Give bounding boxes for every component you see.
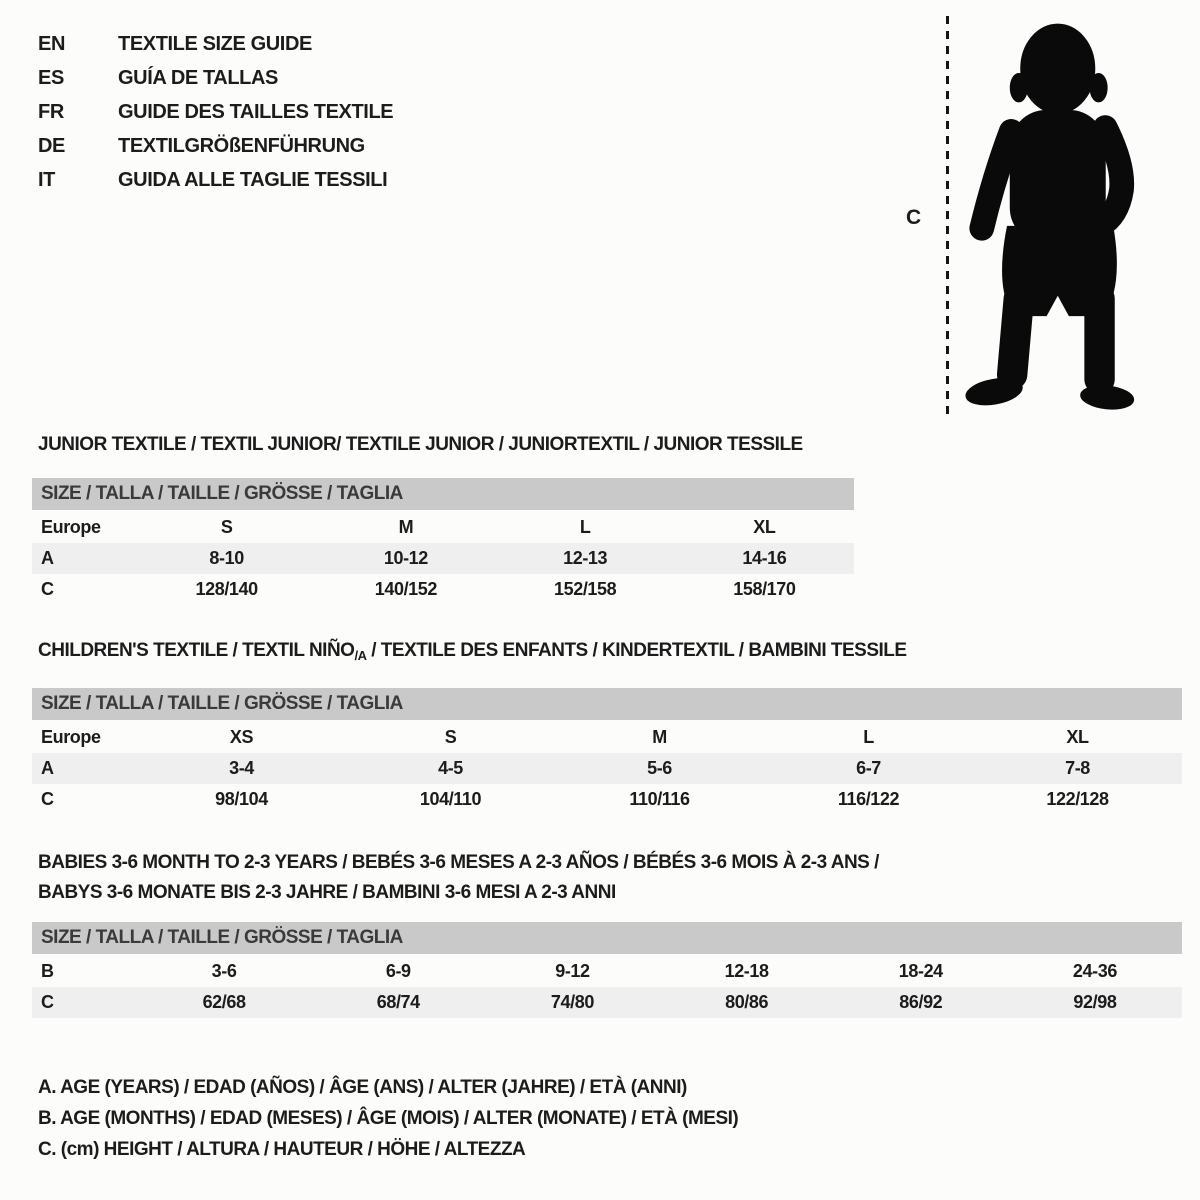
children-title-main: CHILDREN'S TEXTILE / TEXTIL NIÑO bbox=[38, 640, 355, 661]
table-cell: M bbox=[652, 727, 667, 747]
table-row-b bbox=[32, 956, 1182, 987]
table-cell: L bbox=[863, 727, 874, 747]
lang-code-fr: FR bbox=[38, 101, 64, 123]
babies-section-title bbox=[38, 848, 879, 908]
table-cell: 116/122 bbox=[837, 789, 900, 809]
table-cell: 98/104 bbox=[215, 789, 268, 809]
table-row-c bbox=[32, 987, 1182, 1018]
lang-title-de: TEXTILGRÖßENFÜHRUNG bbox=[118, 135, 365, 157]
lang-code-de: DE bbox=[38, 135, 65, 157]
table-cell: 14-16 bbox=[742, 548, 787, 568]
table-cell: 12-13 bbox=[563, 548, 608, 568]
children-section-title bbox=[38, 640, 907, 663]
table-cell: 62/68 bbox=[202, 992, 246, 1012]
language-title-list bbox=[38, 27, 393, 197]
table-size-header: SIZE / TALLA / TAILLE / GRÖSSE / TAGLIA bbox=[32, 922, 1182, 954]
lang-code-it: IT bbox=[38, 169, 55, 191]
height-dashed-line bbox=[946, 16, 949, 416]
row-label: B bbox=[41, 961, 54, 981]
table-cell: 140/152 bbox=[374, 579, 437, 599]
table-cell: 122/128 bbox=[1046, 789, 1109, 809]
row-label: Europe bbox=[41, 727, 101, 747]
table-cell: S bbox=[444, 727, 457, 747]
table-size-header: SIZE / TALLA / TAILLE / GRÖSSE / TAGLIA bbox=[32, 478, 854, 510]
table-cell: 4-5 bbox=[438, 758, 463, 778]
table-cell: 18-24 bbox=[898, 961, 943, 981]
babies-size-table bbox=[32, 922, 1182, 1018]
lang-code-en: EN bbox=[38, 33, 65, 55]
row-label: C bbox=[41, 579, 54, 599]
height-measure-label: C bbox=[906, 206, 921, 229]
table-cell: 9-12 bbox=[555, 961, 590, 981]
table-row-c bbox=[32, 784, 1182, 815]
table-cell: 3-4 bbox=[229, 758, 254, 778]
row-label: C bbox=[41, 992, 54, 1012]
table-cell: 74/80 bbox=[550, 992, 594, 1012]
junior-size-table bbox=[32, 478, 854, 605]
row-label: Europe bbox=[41, 517, 101, 537]
table-cell: 12-18 bbox=[724, 961, 769, 981]
lang-code-es: ES bbox=[38, 67, 64, 89]
table-size-header: SIZE / TALLA / TAILLE / GRÖSSE / TAGLIA bbox=[32, 688, 1182, 720]
legend-age-years: A. AGE (YEARS) / EDAD (AÑOS) / ÂGE (ANS) / ALTER (JAHRE) / ETÀ (ANNI) bbox=[38, 1077, 687, 1098]
table-row-a bbox=[32, 753, 1182, 784]
table-cell: XL bbox=[1066, 727, 1089, 747]
children-title-rest: / TEXTILE DES ENFANTS / KINDERTEXTIL / BAMBINI TESSILE bbox=[366, 640, 907, 661]
table-cell: 158/170 bbox=[733, 579, 796, 599]
row-label: A bbox=[41, 758, 54, 778]
table-cell: 104/110 bbox=[419, 789, 482, 809]
table-cell: 8-10 bbox=[209, 548, 244, 568]
table-cell: 68/74 bbox=[376, 992, 420, 1012]
lang-title-fr: GUIDE DES TAILLES TEXTILE bbox=[118, 101, 394, 123]
table-cell: 152/158 bbox=[553, 579, 617, 599]
children-size-table bbox=[32, 688, 1182, 815]
table-cell: 6-9 bbox=[385, 961, 411, 981]
junior-section-title: JUNIOR TEXTILE / TEXTIL JUNIOR/ TEXTILE JUNIOR / JUNIORTEXTIL / JUNIOR TESSILE bbox=[38, 434, 803, 455]
babies-title-line1: BABIES 3-6 MONTH TO 2-3 YEARS / BEBÉS 3-6 MESES A 2-3 AÑOS / BÉBÉS 3-6 MOIS À 2-3 ANS / bbox=[38, 852, 879, 873]
lang-title-en: TEXTILE SIZE GUIDE bbox=[118, 33, 312, 55]
table-cell: 10-12 bbox=[383, 548, 428, 568]
table-cell: 3-6 bbox=[211, 961, 237, 981]
table-row-a bbox=[32, 543, 854, 574]
row-label: A bbox=[41, 548, 54, 568]
table-cell: 5-6 bbox=[647, 758, 672, 778]
table-cell: XL bbox=[753, 517, 776, 537]
table-cell: 86/92 bbox=[899, 992, 943, 1012]
table-row-c bbox=[32, 574, 854, 605]
legend-age-months: B. AGE (MONTHS) / EDAD (MESES) / ÂGE (MOIS) / ALTER (MONATE) / ETÀ (MESI) bbox=[38, 1108, 739, 1129]
table-cell: 110/116 bbox=[629, 789, 690, 809]
table-cell: S bbox=[220, 517, 233, 537]
legend-height-cm: C. (cm) HEIGHT / ALTURA / HAUTEUR / HÖHE / ALTEZZA bbox=[38, 1139, 526, 1160]
table-cell: 80/86 bbox=[725, 992, 769, 1012]
table-cell: 24-36 bbox=[1072, 961, 1117, 981]
children-title-sub: /A bbox=[354, 648, 367, 663]
lang-title-it: GUIDA ALLE TAGLIE TESSILI bbox=[118, 169, 388, 191]
table-cell: XS bbox=[229, 727, 254, 747]
table-cell: 7-8 bbox=[1065, 758, 1090, 778]
babies-title-line2: BABYS 3-6 MONATE BIS 2-3 JAHRE / BAMBINI 3-6 MESI A 2-3 ANNI bbox=[38, 882, 616, 903]
table-cell: L bbox=[579, 517, 591, 537]
legend bbox=[38, 1072, 738, 1165]
table-row-europe bbox=[32, 512, 854, 543]
toddler-silhouette-icon bbox=[958, 10, 1148, 420]
table-cell: 92/98 bbox=[1073, 992, 1117, 1012]
row-label: C bbox=[41, 789, 54, 809]
table-cell: M bbox=[398, 517, 414, 537]
table-cell: 6-7 bbox=[856, 758, 881, 778]
lang-title-es: GUÍA DE TALLAS bbox=[118, 67, 278, 89]
table-row-europe bbox=[32, 722, 1182, 753]
table-cell: 128/140 bbox=[195, 579, 258, 599]
